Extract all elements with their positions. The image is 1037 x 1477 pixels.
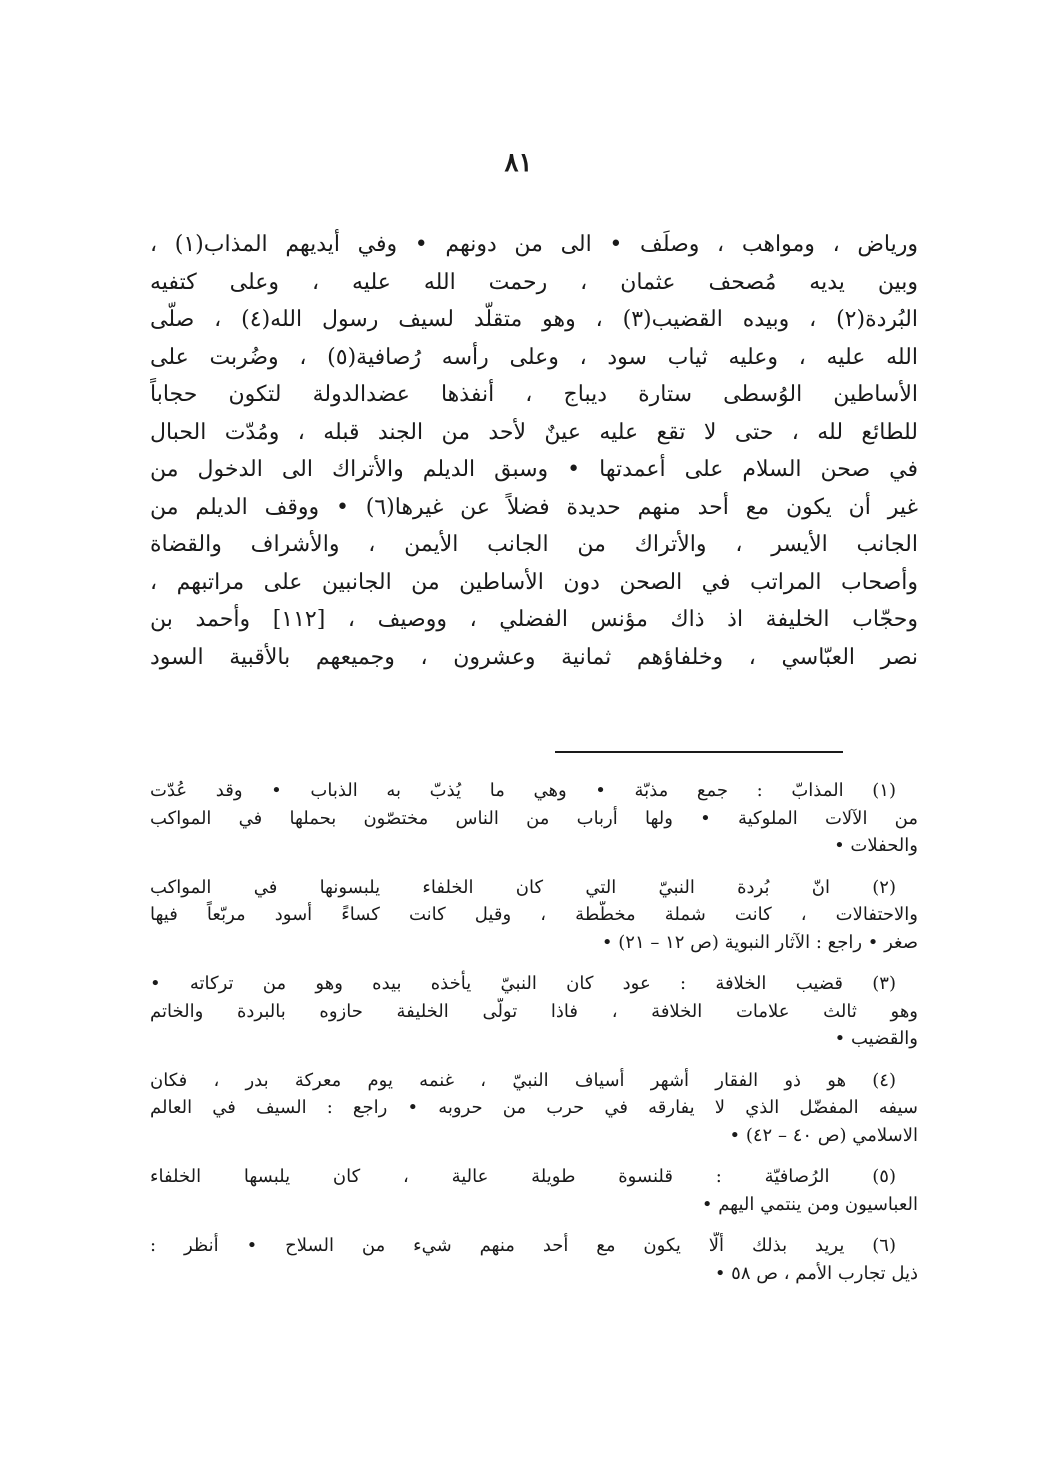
footnote-line: ذيل تجارب الأمم ، ص ٥٨ • — [714, 1262, 918, 1284]
text-line: وأصحاب المراتب في الصحن دون الأساطين من الجانبين على مراتبهم ، — [150, 569, 918, 595]
text-line: نصر العبّاسي ، وخلفاؤهم ثمانية وعشرون ، وجميعهم بالأقبية السود — [150, 644, 918, 670]
text-line: في صحن السلام على أعمدتها • وسبق الديلم والأتراك الى الدخول من — [150, 457, 918, 482]
main-text — [150, 226, 918, 676]
footnote-4 — [150, 1067, 918, 1150]
footnote-line: (١) المذابّ : جمع مذبّة • وهي ما يُذبّ به الذباب • وقد عُدّت — [150, 780, 896, 801]
footnote-line: (٣) قضيب الخلافة : عود كان النبيّ يأخذه بيده وهو من تركاته • — [150, 973, 896, 994]
footnote-3 — [150, 970, 918, 1053]
footnote-line: والقضيب • — [834, 1028, 918, 1049]
text-line: للطائع لله ، حتى لا تقع عليه عينٌ لأحد من الجند قبله ، ومُدّت الحبال — [150, 419, 918, 445]
footnote-1 — [150, 777, 918, 860]
footnotes — [150, 777, 918, 1301]
footnote-2 — [150, 874, 918, 957]
footnote-line: الاسلامي (ص ٤٠ – ٤٢) • — [729, 1124, 918, 1146]
footnote-line: والحفلات • — [834, 835, 918, 856]
text-line: البُردة(٢) ، وبيده القضيب(٣) ، وهو متقلّد لسيف رسول الله(٤) ، صلّى — [150, 307, 918, 332]
footnote-line: (٢) انّ بُردة النبيّ التي كان الخلفاء يلبسونها في المواكب — [150, 876, 896, 898]
footnote-line: من الآلات الملوكية • ولها أرباب من الناس مختصّون بحملها في المواكب — [150, 807, 918, 829]
text-line: الله عليه ، وعليه ثياب سود ، وعلى رأسه رُصافية(٥) ، وضُربت على — [150, 344, 918, 370]
text-line: وحجّاب الخليفة اذ ذاك مؤنس الفضلي ، ووصيف ، [١١٢] وأحمد بن — [150, 607, 918, 632]
footnote-line: (٤) هو ذو الفقار أشهر أسياف النبيّ ، غنمه يوم معركة بدر ، فكان — [150, 1069, 896, 1091]
text-line: وبين يديه مُصحف عثمان ، رحمت الله عليه ، وعلى كتفيه — [150, 269, 918, 295]
page-number: ٨١ — [504, 148, 533, 178]
footnote-line: سيفه المفضّل الذي لا يفارقه في حرب من حروبه • راجع : السيف في العالم — [150, 1097, 918, 1118]
text-line: غير أن يكون مع أحد منهم حديدة فضلاً عن غيرها(٦) • ووقف الديلم من — [150, 494, 918, 520]
text-line: الجانب الأيسر ، والأتراك من الجانب الأيمن ، والأشراف والقضاة — [150, 532, 918, 557]
footnote-line: العباسيون ومن ينتمي اليهم • — [701, 1193, 918, 1215]
text-line: الأساطين الوُسطى ستارة ديباج ، أنفذها عضدالدولة لتكون حجاباً — [150, 382, 918, 407]
footnote-5 — [150, 1163, 918, 1218]
footnote-line: والاحتفالات ، كانت شملة مخطّطة ، وقيل كانت كساءً أسود مربّعاً فيها — [150, 904, 918, 925]
footnote-line: (٥) الرُصافيّة : قلنسوة طويلة عالية ، كان يلبسها الخلفاء — [150, 1166, 896, 1187]
footnote-divider — [555, 751, 843, 753]
text-line: ورياض ، ومواهب ، وصلَف • الى من دونهم • وفي أيديهم المذاب‌(١) ، — [150, 232, 918, 257]
footnote-line: (٦) يريد بذلك ألّا يكون مع أحد منهم شيء من السلاح • أنظر : — [150, 1235, 896, 1256]
footnote-line: وهو ثالث علامات الخلافة ، فاذا تولّى الخليفة حازوه بالبردة والخاتم — [150, 1000, 918, 1022]
footnote-6 — [150, 1232, 918, 1287]
footnote-line: صغر • راجع : الآثار النبوية (ص ١٢ – ٢١) • — [601, 931, 918, 953]
